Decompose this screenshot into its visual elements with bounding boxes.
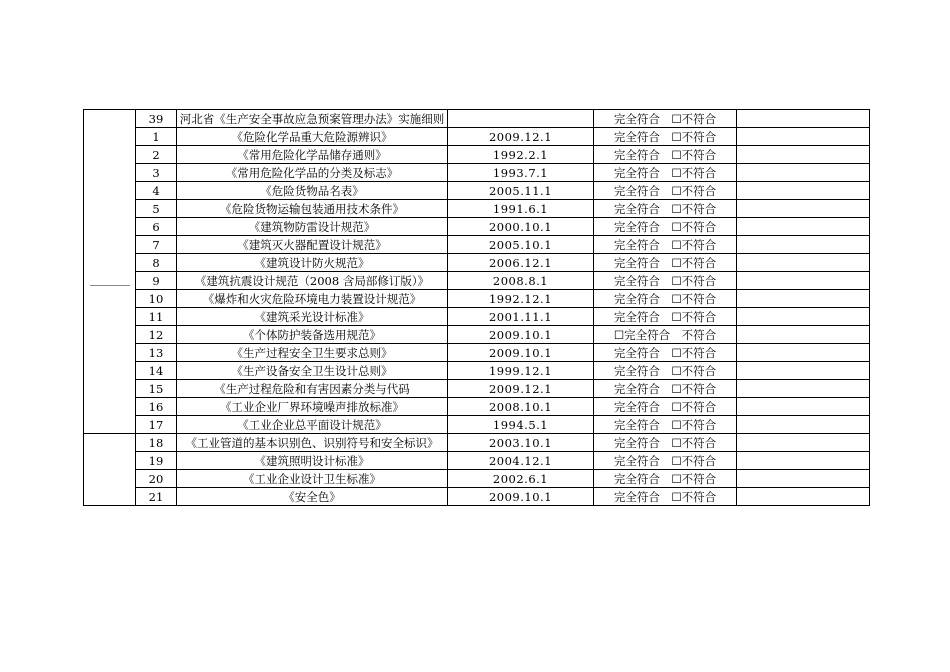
table-row — [84, 236, 870, 254]
row-number: 19 — [136, 452, 177, 470]
row-number: 5 — [136, 200, 177, 218]
effective-date: 2005.11.1 — [448, 182, 594, 200]
table-row — [84, 200, 870, 218]
table-row — [84, 128, 870, 146]
compliance-status: 完全符合 ☐不符合 — [594, 218, 737, 236]
remarks-cell — [737, 272, 870, 290]
compliance-status: 完全符合 ☐不符合 — [594, 128, 737, 146]
table-row — [84, 344, 870, 362]
effective-date: 2005.10.1 — [448, 236, 594, 254]
effective-date: 2009.12.1 — [448, 128, 594, 146]
effective-date: 1992.2.1 — [448, 146, 594, 164]
table-row — [84, 416, 870, 434]
table-row — [84, 254, 870, 272]
remarks-cell — [737, 218, 870, 236]
remarks-cell — [737, 488, 870, 506]
row-number: 18 — [136, 434, 177, 452]
compliance-status: 完全符合 ☐不符合 — [594, 200, 737, 218]
standard-name: 《危险货物运输包装通用技术条件》 — [177, 200, 448, 218]
table-row — [84, 182, 870, 200]
remarks-cell — [737, 290, 870, 308]
standard-name: 《生产过程危险和有害因素分类与代码 — [177, 380, 448, 398]
table-row — [84, 146, 870, 164]
remarks-cell — [737, 254, 870, 272]
remarks-cell — [737, 362, 870, 380]
compliance-status: 完全符合 ☐不符合 — [594, 452, 737, 470]
remarks-cell — [737, 398, 870, 416]
row-number: 12 — [136, 326, 177, 344]
row-number: 4 — [136, 182, 177, 200]
row-number: 7 — [136, 236, 177, 254]
compliance-status: 完全符合 ☐不符合 — [594, 416, 737, 434]
standard-name: 《危险货物品名表》 — [177, 182, 448, 200]
table-row — [84, 272, 870, 290]
effective-date: 2009.10.1 — [448, 326, 594, 344]
compliance-status: 完全符合 ☐不符合 — [594, 110, 737, 128]
remarks-cell — [737, 236, 870, 254]
category-cell — [84, 434, 136, 506]
compliance-status: 完全符合 ☐不符合 — [594, 488, 737, 506]
compliance-status: 完全符合 ☐不符合 — [594, 308, 737, 326]
compliance-status: 完全符合 ☐不符合 — [594, 182, 737, 200]
effective-date: 2000.10.1 — [448, 218, 594, 236]
table-row — [84, 452, 870, 470]
remarks-cell — [737, 182, 870, 200]
effective-date: 1993.7.1 — [448, 164, 594, 182]
compliance-status: 完全符合 ☐不符合 — [594, 146, 737, 164]
table-row — [84, 110, 870, 128]
effective-date: 1992.12.1 — [448, 290, 594, 308]
remarks-cell — [737, 110, 870, 128]
effective-date: 2004.12.1 — [448, 452, 594, 470]
effective-date: 2009.12.1 — [448, 380, 594, 398]
table-row — [84, 470, 870, 488]
standard-name: 《建筑照明设计标准》 — [177, 452, 448, 470]
remarks-cell — [737, 416, 870, 434]
table-row — [84, 488, 870, 506]
compliance-status: 完全符合 ☐不符合 — [594, 344, 737, 362]
effective-date: 1994.5.1 — [448, 416, 594, 434]
compliance-status: 完全符合 ☐不符合 — [594, 362, 737, 380]
table-row — [84, 218, 870, 236]
standards-compliance-table — [83, 109, 870, 506]
standard-name: 《建筑采光设计标准》 — [177, 308, 448, 326]
remarks-cell — [737, 344, 870, 362]
standard-name: 《建筑物防雷设计规范》 — [177, 218, 448, 236]
standard-name: 《生产过程安全卫生要求总则》 — [177, 344, 448, 362]
row-number: 3 — [136, 164, 177, 182]
effective-date: 2006.12.1 — [448, 254, 594, 272]
row-number: 39 — [136, 110, 177, 128]
effective-date: 2008.8.1 — [448, 272, 594, 290]
standard-name: 《工业企业厂界环境噪声排放标准》 — [177, 398, 448, 416]
standard-name: 《生产设备安全卫生设计总则》 — [177, 362, 448, 380]
effective-date: 1999.12.1 — [448, 362, 594, 380]
table-row — [84, 362, 870, 380]
effective-date: 2002.6.1 — [448, 470, 594, 488]
remarks-cell — [737, 452, 870, 470]
standard-name: 《工业企业总平面设计规范》 — [177, 416, 448, 434]
remarks-cell — [737, 434, 870, 452]
effective-date: 1991.6.1 — [448, 200, 594, 218]
standard-name: 《工业企业设计卫生标准》 — [177, 470, 448, 488]
remarks-cell — [737, 146, 870, 164]
remarks-cell — [737, 128, 870, 146]
compliance-status: 完全符合 ☐不符合 — [594, 398, 737, 416]
standard-name: 《工业管道的基本识别色、识别符号和安全标识》 — [177, 434, 448, 452]
row-number: 9 — [136, 272, 177, 290]
standard-name: 《建筑设计防火规范》 — [177, 254, 448, 272]
row-number: 17 — [136, 416, 177, 434]
table-row — [84, 164, 870, 182]
row-number: 8 — [136, 254, 177, 272]
remarks-cell — [737, 380, 870, 398]
standard-name: 河北省《生产安全事故应急预案管理办法》实施细则 — [177, 110, 448, 128]
remarks-cell — [737, 200, 870, 218]
effective-date: 2003.10.1 — [448, 434, 594, 452]
standard-name: 《个体防护装备选用规范》 — [177, 326, 448, 344]
row-number: 20 — [136, 470, 177, 488]
compliance-status: 完全符合 ☐不符合 — [594, 380, 737, 398]
standard-name: 《建筑灭火器配置设计规范》 — [177, 236, 448, 254]
effective-date: 2009.10.1 — [448, 488, 594, 506]
compliance-status: 完全符合 ☐不符合 — [594, 272, 737, 290]
standard-name: 《危险化学品重大危险源辨识》 — [177, 128, 448, 146]
compliance-status: 完全符合 ☐不符合 — [594, 470, 737, 488]
remarks-cell — [737, 470, 870, 488]
category-cell — [84, 110, 136, 434]
table-row — [84, 326, 870, 344]
compliance-status: 完全符合 ☐不符合 — [594, 434, 737, 452]
category-divider — [90, 285, 130, 286]
row-number: 21 — [136, 488, 177, 506]
effective-date: 2008.10.1 — [448, 398, 594, 416]
standard-name: 《常用危险化学品的分类及标志》 — [177, 164, 448, 182]
table-row — [84, 380, 870, 398]
row-number: 1 — [136, 128, 177, 146]
table-row — [84, 398, 870, 416]
standard-name: 《爆炸和火灾危险环境电力装置设计规范》 — [177, 290, 448, 308]
remarks-cell — [737, 164, 870, 182]
row-number: 13 — [136, 344, 177, 362]
table-row — [84, 290, 870, 308]
compliance-status: 完全符合 ☐不符合 — [594, 290, 737, 308]
effective-date: 2001.11.1 — [448, 308, 594, 326]
row-number: 2 — [136, 146, 177, 164]
row-number: 15 — [136, 380, 177, 398]
row-number: 6 — [136, 218, 177, 236]
standard-name: 《建筑抗震设计规范（2008 含局部修订版）》 — [177, 272, 448, 290]
row-number: 16 — [136, 398, 177, 416]
compliance-status: 完全符合 ☐不符合 — [594, 164, 737, 182]
standard-name: 《安全色》 — [177, 488, 448, 506]
remarks-cell — [737, 308, 870, 326]
compliance-status: 完全符合 ☐不符合 — [594, 236, 737, 254]
row-number: 14 — [136, 362, 177, 380]
compliance-status: ☐完全符合 不符合 — [594, 326, 737, 344]
standard-name: 《常用危险化学品储存通则》 — [177, 146, 448, 164]
remarks-cell — [737, 326, 870, 344]
row-number: 10 — [136, 290, 177, 308]
effective-date: 2009.10.1 — [448, 344, 594, 362]
table-row — [84, 434, 870, 452]
row-number: 11 — [136, 308, 177, 326]
compliance-status: 完全符合 ☐不符合 — [594, 254, 737, 272]
effective-date — [448, 110, 594, 128]
table-row — [84, 308, 870, 326]
